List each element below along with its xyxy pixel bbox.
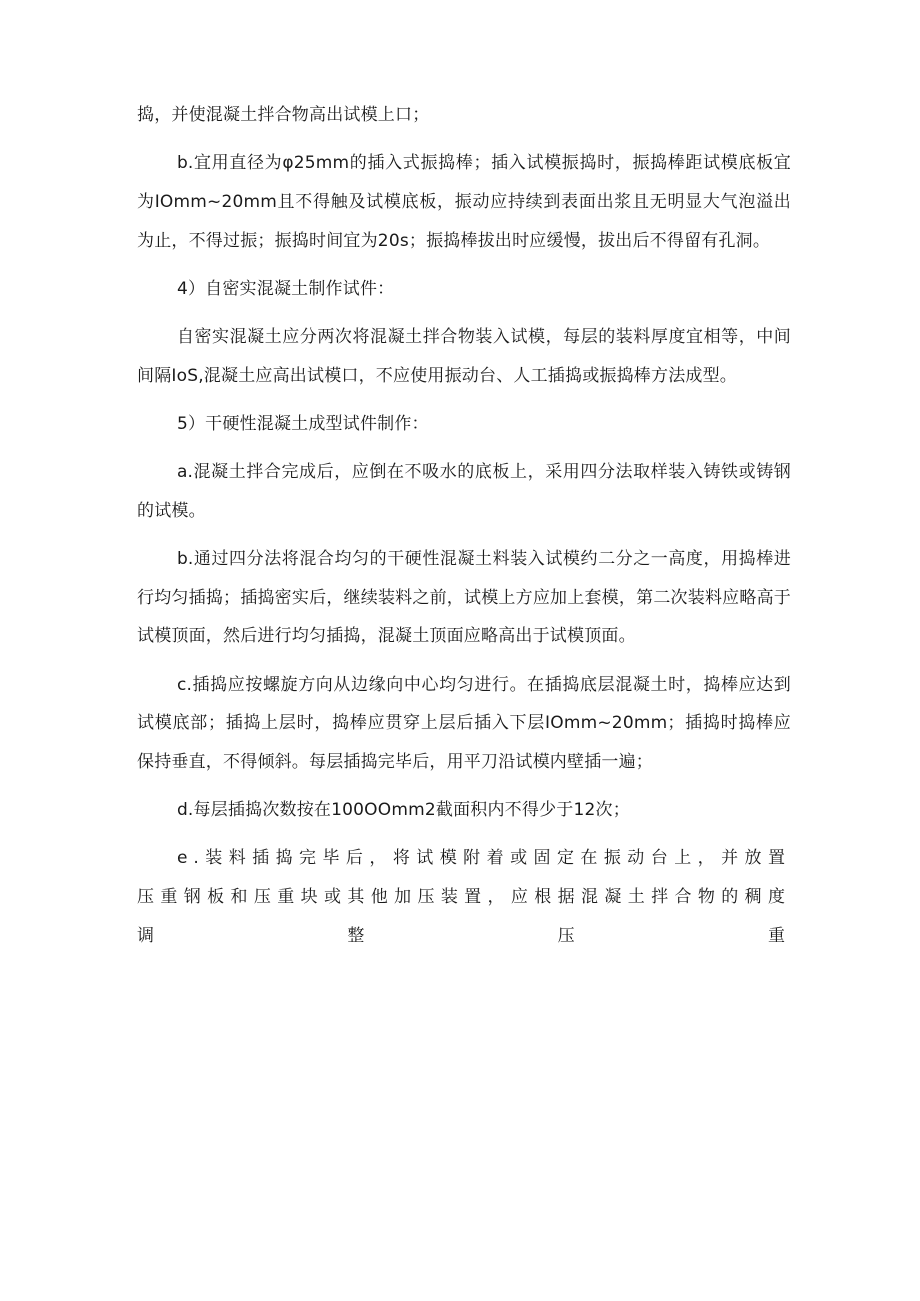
paragraph-c-rodding: c.插捣应按螺旋方向从边缘向中心均匀进行。在插捣底层混凝土时，捣棒应达到试模底部；插捣上层时，捣棒应贯穿上层后插入下层IOmm~20mm；插捣时捣棒应保持垂直，不得倾斜。每层插捣完毕后，用平刀沿试模内壁插一遍； [137, 674, 791, 773]
paragraph-a-mixing: a.混凝土拌合完成后，应倒在不吸水的底板上，采用四分法取样装入铸铁或铸钢的试模。 [137, 462, 791, 521]
heading-4-self-compacting: 4）自密实混凝土制作试件： [176, 278, 395, 299]
body-text [137, 96, 791, 965]
paragraph-b-quartering: b.通过四分法将混合均匀的干硬性混凝土料装入试模约二分之一高度，用捣棒进行均匀插捣；插捣密实后，继续装料之前，试模上方应加上套模，第二次装料应略高于试模顶面，然后进行均匀插捣，混凝土顶面应略高出于试模顶面。 [137, 549, 791, 647]
paragraph-continuation: 捣，并使混凝土拌合物高出试模上口； [137, 105, 430, 125]
paragraph-e-vibration-table: e.装料插捣完毕后，将试模附着或固定在振动台上，并放置压重钢板和压重块或其他加压装置，应根据混凝土拌合物的稠度调整压重 [137, 848, 791, 946]
paragraph-d-count: d.每层插捣次数按在100OOmm2截面积内不得少于12次； [176, 800, 630, 821]
paragraph-self-compacting: 自密实混凝土应分两次将混凝土拌合物装入试模，每层的装料厚度宜相等，中间间隔IoS,混凝土应高出试模口，不应使用振动台、人工插捣或振捣棒方法成型。 [137, 327, 791, 386]
paragraph-b-vibrator: b.宜用直径为φ25mm的插入式振捣棒；插入试模振捣时，振捣棒距试模底板宜为IOmm~20mm且不得触及试模底板，振动应持续到表面出浆且无明显大气泡溢出为止，不得过振；振捣时间宜为20s；振捣棒拔出时应缓慢，拔出后不得留有孔洞。 [137, 153, 791, 251]
heading-5-dry-hard: 5）干硬性混凝土成型试件制作： [176, 413, 429, 434]
